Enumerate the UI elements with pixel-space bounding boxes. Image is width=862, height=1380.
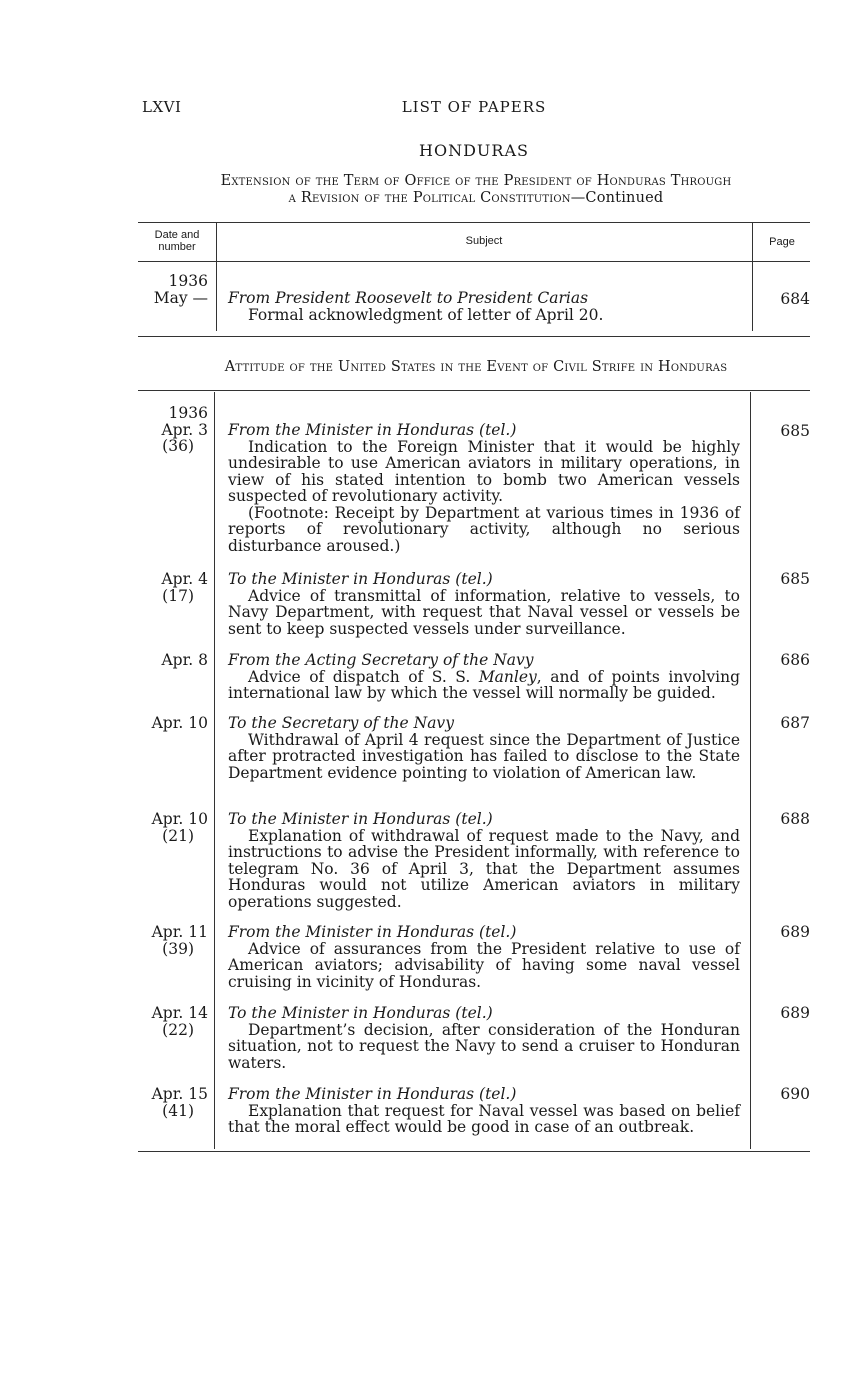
entry-subject <box>228 811 740 910</box>
entry-correspondent: From the Acting Secretary of the Navy <box>228 651 534 669</box>
column-divider-date <box>216 222 217 331</box>
entry-summary: Advice of transmittal of information, relative to vessels, to Navy Department, with request that Naval vessel or vessels be sent to keep suspected vessels under surveillance. <box>228 586 740 638</box>
entry-page: 687 <box>780 714 810 732</box>
entry-number: (21) <box>162 826 194 845</box>
entry-subject <box>228 290 740 323</box>
entry-date <box>138 273 208 306</box>
entry-date <box>138 652 208 669</box>
page-folio: LXVI <box>142 98 182 116</box>
entry-year: 1936 <box>168 404 208 422</box>
entry-day: Apr. 4 <box>161 570 208 588</box>
entry-summary: Formal acknowledgment of letter of April 20. <box>248 305 604 324</box>
entry-summary: Indication to the Foreign Minister that it would be highly undesirable to use American aviators in military operations, in view of his stated intention to bomb two American vessels suspected of revolutionary activity. <box>228 437 740 505</box>
entry-subject <box>228 422 740 554</box>
entry-date <box>138 1086 208 1119</box>
entry-number: (22) <box>162 1020 194 1039</box>
column-header-date-line1: Date and <box>154 229 200 241</box>
entry-day: Apr. 11 <box>151 923 208 941</box>
entry-day: Apr. 10 <box>151 810 208 828</box>
section-title-extension <box>138 173 814 207</box>
entry-date <box>138 811 208 844</box>
entry-summary-before: Advice of dispatch of S. S. <box>248 667 479 686</box>
entry-summary: Explanation that request for Naval vessel was based on belief that the moral effect would be good in case of an outbreak. <box>228 1101 740 1136</box>
entry-subject <box>228 652 740 702</box>
entry-page: 685 <box>780 570 810 588</box>
entry-page: 684 <box>780 290 810 308</box>
section-title-line1: Extension of the Term of Office of the President of Honduras Through <box>220 173 732 189</box>
entry-correspondent: To the Secretary of the Navy <box>228 714 454 732</box>
running-title: LIST OF PAPERS <box>401 98 547 116</box>
column-divider-date <box>214 392 215 1149</box>
entry-year: 1936 <box>168 272 208 290</box>
entry-footnote: (Footnote: Receipt by Department at various times in 1936 of reports of revolutionary activity, although no serious disturbance aroused.) <box>228 503 740 555</box>
table2-top-rule <box>138 390 810 391</box>
column-divider-page <box>750 392 751 1149</box>
entry-day: Apr. 8 <box>161 651 208 669</box>
entry-page: 689 <box>780 923 810 941</box>
entry-correspondent: To the Minister in Honduras (tel.) <box>228 810 493 828</box>
entry-day: Apr. 3 <box>161 420 208 439</box>
entry-number: (36) <box>162 437 194 455</box>
entry-correspondent: From the Minister in Honduras (tel.) <box>228 923 517 941</box>
column-divider-page <box>752 222 753 331</box>
entry-correspondent: From the Minister in Honduras (tel.) <box>228 1085 517 1103</box>
entry-correspondent: From President Roosevelt to President Carias <box>228 289 589 307</box>
entry-page: 688 <box>780 810 810 828</box>
entry-date <box>138 715 208 732</box>
entry-page: 685 <box>780 422 810 440</box>
entry-subject <box>228 924 740 990</box>
entry-number: (39) <box>162 939 194 958</box>
entry-day: Apr. 10 <box>151 714 208 732</box>
entry-day: May — <box>153 288 208 307</box>
entry-day: Apr. 14 <box>151 1004 208 1022</box>
table-bottom-rule <box>138 336 810 337</box>
running-head <box>138 98 810 120</box>
entry-date <box>138 405 208 455</box>
section-title-attitude: Attitude of the United States in the Event of Civil Strife in Honduras <box>224 359 728 375</box>
entry-summary: Department’s decision, after consideration of the Honduran situation, not to request the Navy to send a cruiser to Honduran waters. <box>228 1020 740 1072</box>
entry-summary-after: , and of points involving international law by which the vessel will normally be guided. <box>228 667 740 702</box>
entry-correspondent: To the Minister in Honduras (tel.) <box>228 1004 493 1022</box>
entry-date <box>138 1005 208 1038</box>
table2-bottom-rule <box>138 1151 810 1152</box>
column-header-subject: Subject <box>465 235 503 247</box>
column-header-date <box>140 229 214 253</box>
column-header-date-line2: number <box>158 241 196 253</box>
entry-page: 690 <box>780 1085 810 1103</box>
entry-date <box>138 924 208 957</box>
entry-day: Apr. 15 <box>151 1085 208 1103</box>
entry-number: (17) <box>162 586 194 605</box>
entry-correspondent: From the Minister in Honduras (tel.) <box>228 421 517 439</box>
column-header-page: Page <box>769 236 795 248</box>
section-title-continued: —Continued <box>570 190 664 206</box>
entry-subject <box>228 1086 740 1136</box>
ship-name: Manley <box>478 667 537 686</box>
entry-summary: Advice of assurances from the President relative to use of American aviators; advisability of having some naval vessel cruising in vicinity of Honduras. <box>228 939 740 991</box>
entry-page: 689 <box>780 1004 810 1022</box>
entry-correspondent: To the Minister in Honduras (tel.) <box>228 570 493 588</box>
table-top-rule <box>138 222 810 223</box>
entry-page: 686 <box>780 651 810 669</box>
country-heading: HONDURAS <box>419 141 529 160</box>
entry-subject <box>228 1005 740 1071</box>
entry-summary <box>228 669 740 702</box>
entry-subject <box>228 715 740 781</box>
entry-date <box>138 571 208 604</box>
entry-summary: Explanation of withdrawal of request made to the Navy, and instructions to advise the President informally, with reference to telegram No. 36 of April 3, that the Department assumes Honduras would not utilize American aviators in military operations suggested. <box>228 826 740 911</box>
table-header-rule <box>138 261 810 262</box>
entry-number: (41) <box>162 1101 194 1120</box>
section-title-line2: a Revision of the Political Constitution <box>288 190 571 206</box>
entry-subject <box>228 571 740 637</box>
entry-summary: Withdrawal of April 4 request since the Department of Justice after protracted investigation has failed to disclose to the State Department evidence pointing to violation of American law. <box>228 730 740 782</box>
